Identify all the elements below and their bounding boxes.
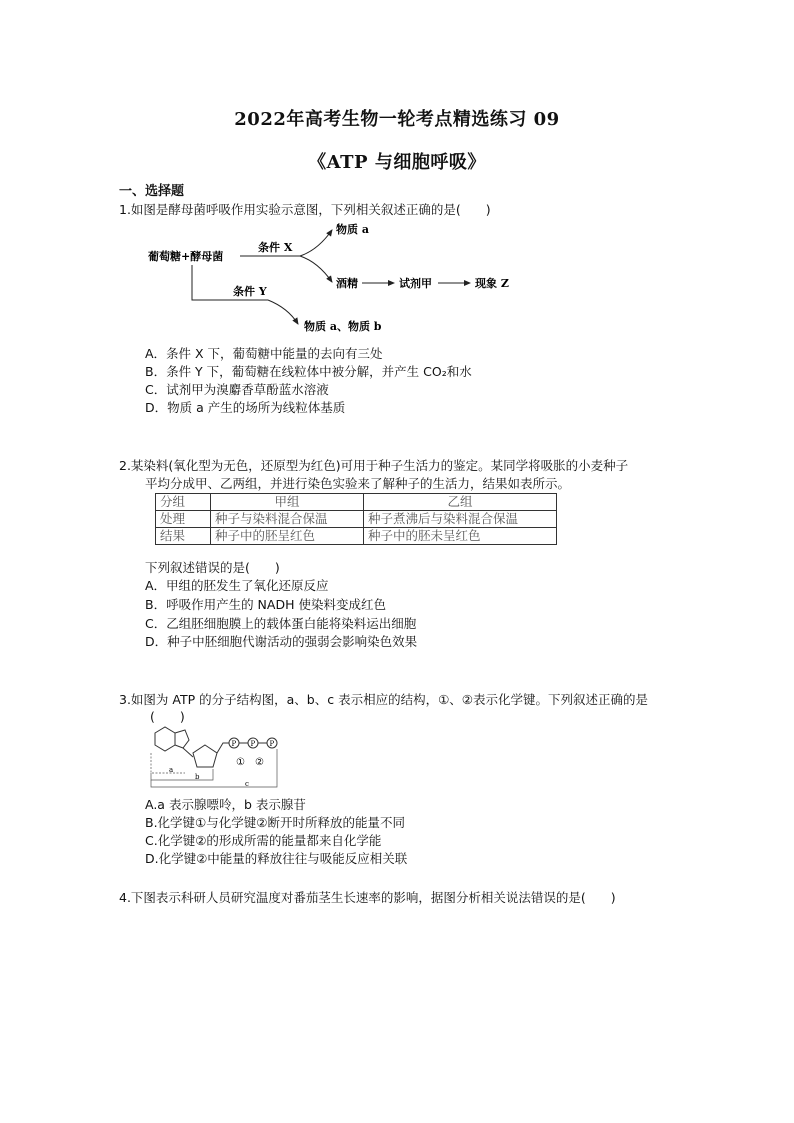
q1-alcohol-label: 酒精 (336, 277, 358, 290)
q3-atp-diagram (145, 723, 285, 795)
q1-option-a: A．条件 X 下，葡萄糖中能量的去向有三处 (145, 346, 383, 361)
q1-option-c: C．试剂甲为溴麝香草酚蓝水溶液 (145, 382, 329, 397)
q1-start-label: 葡萄糖+酵母菌 (148, 250, 224, 263)
phosphate-2-label: P (250, 740, 256, 748)
table-cell: 种子与染料混合保温 (211, 511, 364, 528)
q2-option-a: A．甲组的胚发生了氧化还原反应 (145, 578, 329, 593)
q1-reagent-label: 试剂甲 (399, 277, 432, 290)
q1-arrow-to-alcohol (300, 256, 332, 282)
bond-2-marker: ② (255, 757, 264, 768)
q1-phenomenon-label: 现象 Z (475, 277, 509, 290)
table-row (156, 511, 557, 528)
table-header-cell: 分组 (156, 494, 211, 511)
table-cell: 种子煮沸后与染料混合保温 (364, 511, 557, 528)
q4-stem: 4.下图表示科研人员研究温度对番茄茎生长速率的影响，据图分析相关说法错误的是( ) (119, 890, 616, 905)
bracket-a-label: a (169, 766, 174, 774)
q1-arrow-to-ab (268, 300, 298, 324)
q3-option-b: B.化学键①与化学键②断开时所释放的能量不同 (145, 815, 405, 830)
bracket-b-label: b (195, 773, 200, 781)
q1-diagram (140, 220, 540, 340)
q3-option-c: C.化学键②的形成所需的能量都来自化学能 (145, 833, 382, 848)
table-header-cell: 甲组 (211, 494, 364, 511)
table-row (156, 528, 557, 545)
table-header-row (156, 494, 557, 511)
bracket-b (151, 769, 213, 780)
q2-stem-line2: 平均分成甲、乙两组，并进行染色实验来了解种子的生活力，结果如表所示。 (145, 476, 571, 491)
q2-option-c: C．乙组胚细胞膜上的载体蛋白能将染料运出细胞 (145, 616, 417, 631)
bond-1-marker: ① (236, 757, 245, 768)
q1-cond-x-label: 条件 X (258, 241, 293, 254)
ribose-ring (193, 745, 217, 767)
q2-stem-line1: 2.某染料(氧化型为无色，还原型为红色)可用于种子生活力的鉴定。某同学将吸胀的小麦种子 (119, 458, 629, 473)
table-cell: 种子中的胚呈红色 (211, 528, 364, 545)
phosphate-3-label: P (269, 740, 275, 748)
q3-option-d: D.化学键②中能量的释放往往与吸能反应相关联 (145, 851, 408, 866)
q2-option-d: D．种子中胚细胞代谢活动的强弱会影响染色效果 (145, 634, 418, 649)
q1-option-d: D．物质 a 产生的场所为线粒体基质 (145, 400, 346, 415)
q1-product-a-label: 物质 a (336, 223, 369, 236)
q1-products-ab-label: 物质 a、物质 b (304, 320, 382, 333)
q1-arrow-to-a (300, 230, 332, 256)
q3-stem-line1: 3.如图为 ATP 的分子结构图，a、b、c 表示相应的结构，①、②表示化学键。下列叙述正确的是 (119, 692, 648, 707)
q2-prompt: 下列叙述错误的是( ) (145, 560, 280, 575)
phosphate-1-label: P (231, 740, 237, 748)
section-heading: 一、选择题 (119, 184, 185, 199)
q1-option-b: B．条件 Y 下，葡萄糖在线粒体中被分解，并产生 CO₂和水 (145, 364, 472, 379)
table-cell: 处理 (156, 511, 211, 528)
adenine-ring-5 (175, 730, 189, 748)
ribose-phosphate-bond (217, 743, 229, 753)
q2-result-table (155, 493, 557, 545)
q1-cond-y-label: 条件 Y (233, 285, 267, 298)
q2-option-b: B．呼吸作用产生的 NADH 使染料变成红色 (145, 597, 386, 612)
q3-stem-line2: ( ) (150, 709, 185, 724)
bracket-a (151, 753, 185, 773)
bracket-c-label: c (245, 780, 249, 788)
q3-option-a: A.a 表示腺嘌呤，b 表示腺苷 (145, 797, 306, 812)
q1-stem: 1.如图是酵母菌呼吸作用实验示意图，下列相关叙述正确的是( ) (119, 202, 491, 217)
page-title: 2022年高考生物一轮考点精选练习 09 (234, 109, 560, 130)
table-cell: 结果 (156, 528, 211, 545)
adenine-ring-6 (155, 727, 175, 751)
table-cell: 种子中的胚未呈红色 (364, 528, 557, 545)
adenine-ribose-bond (183, 748, 193, 757)
table-header-cell: 乙组 (364, 494, 557, 511)
page-subtitle: 《ATP 与细胞呼吸》 (308, 152, 486, 173)
